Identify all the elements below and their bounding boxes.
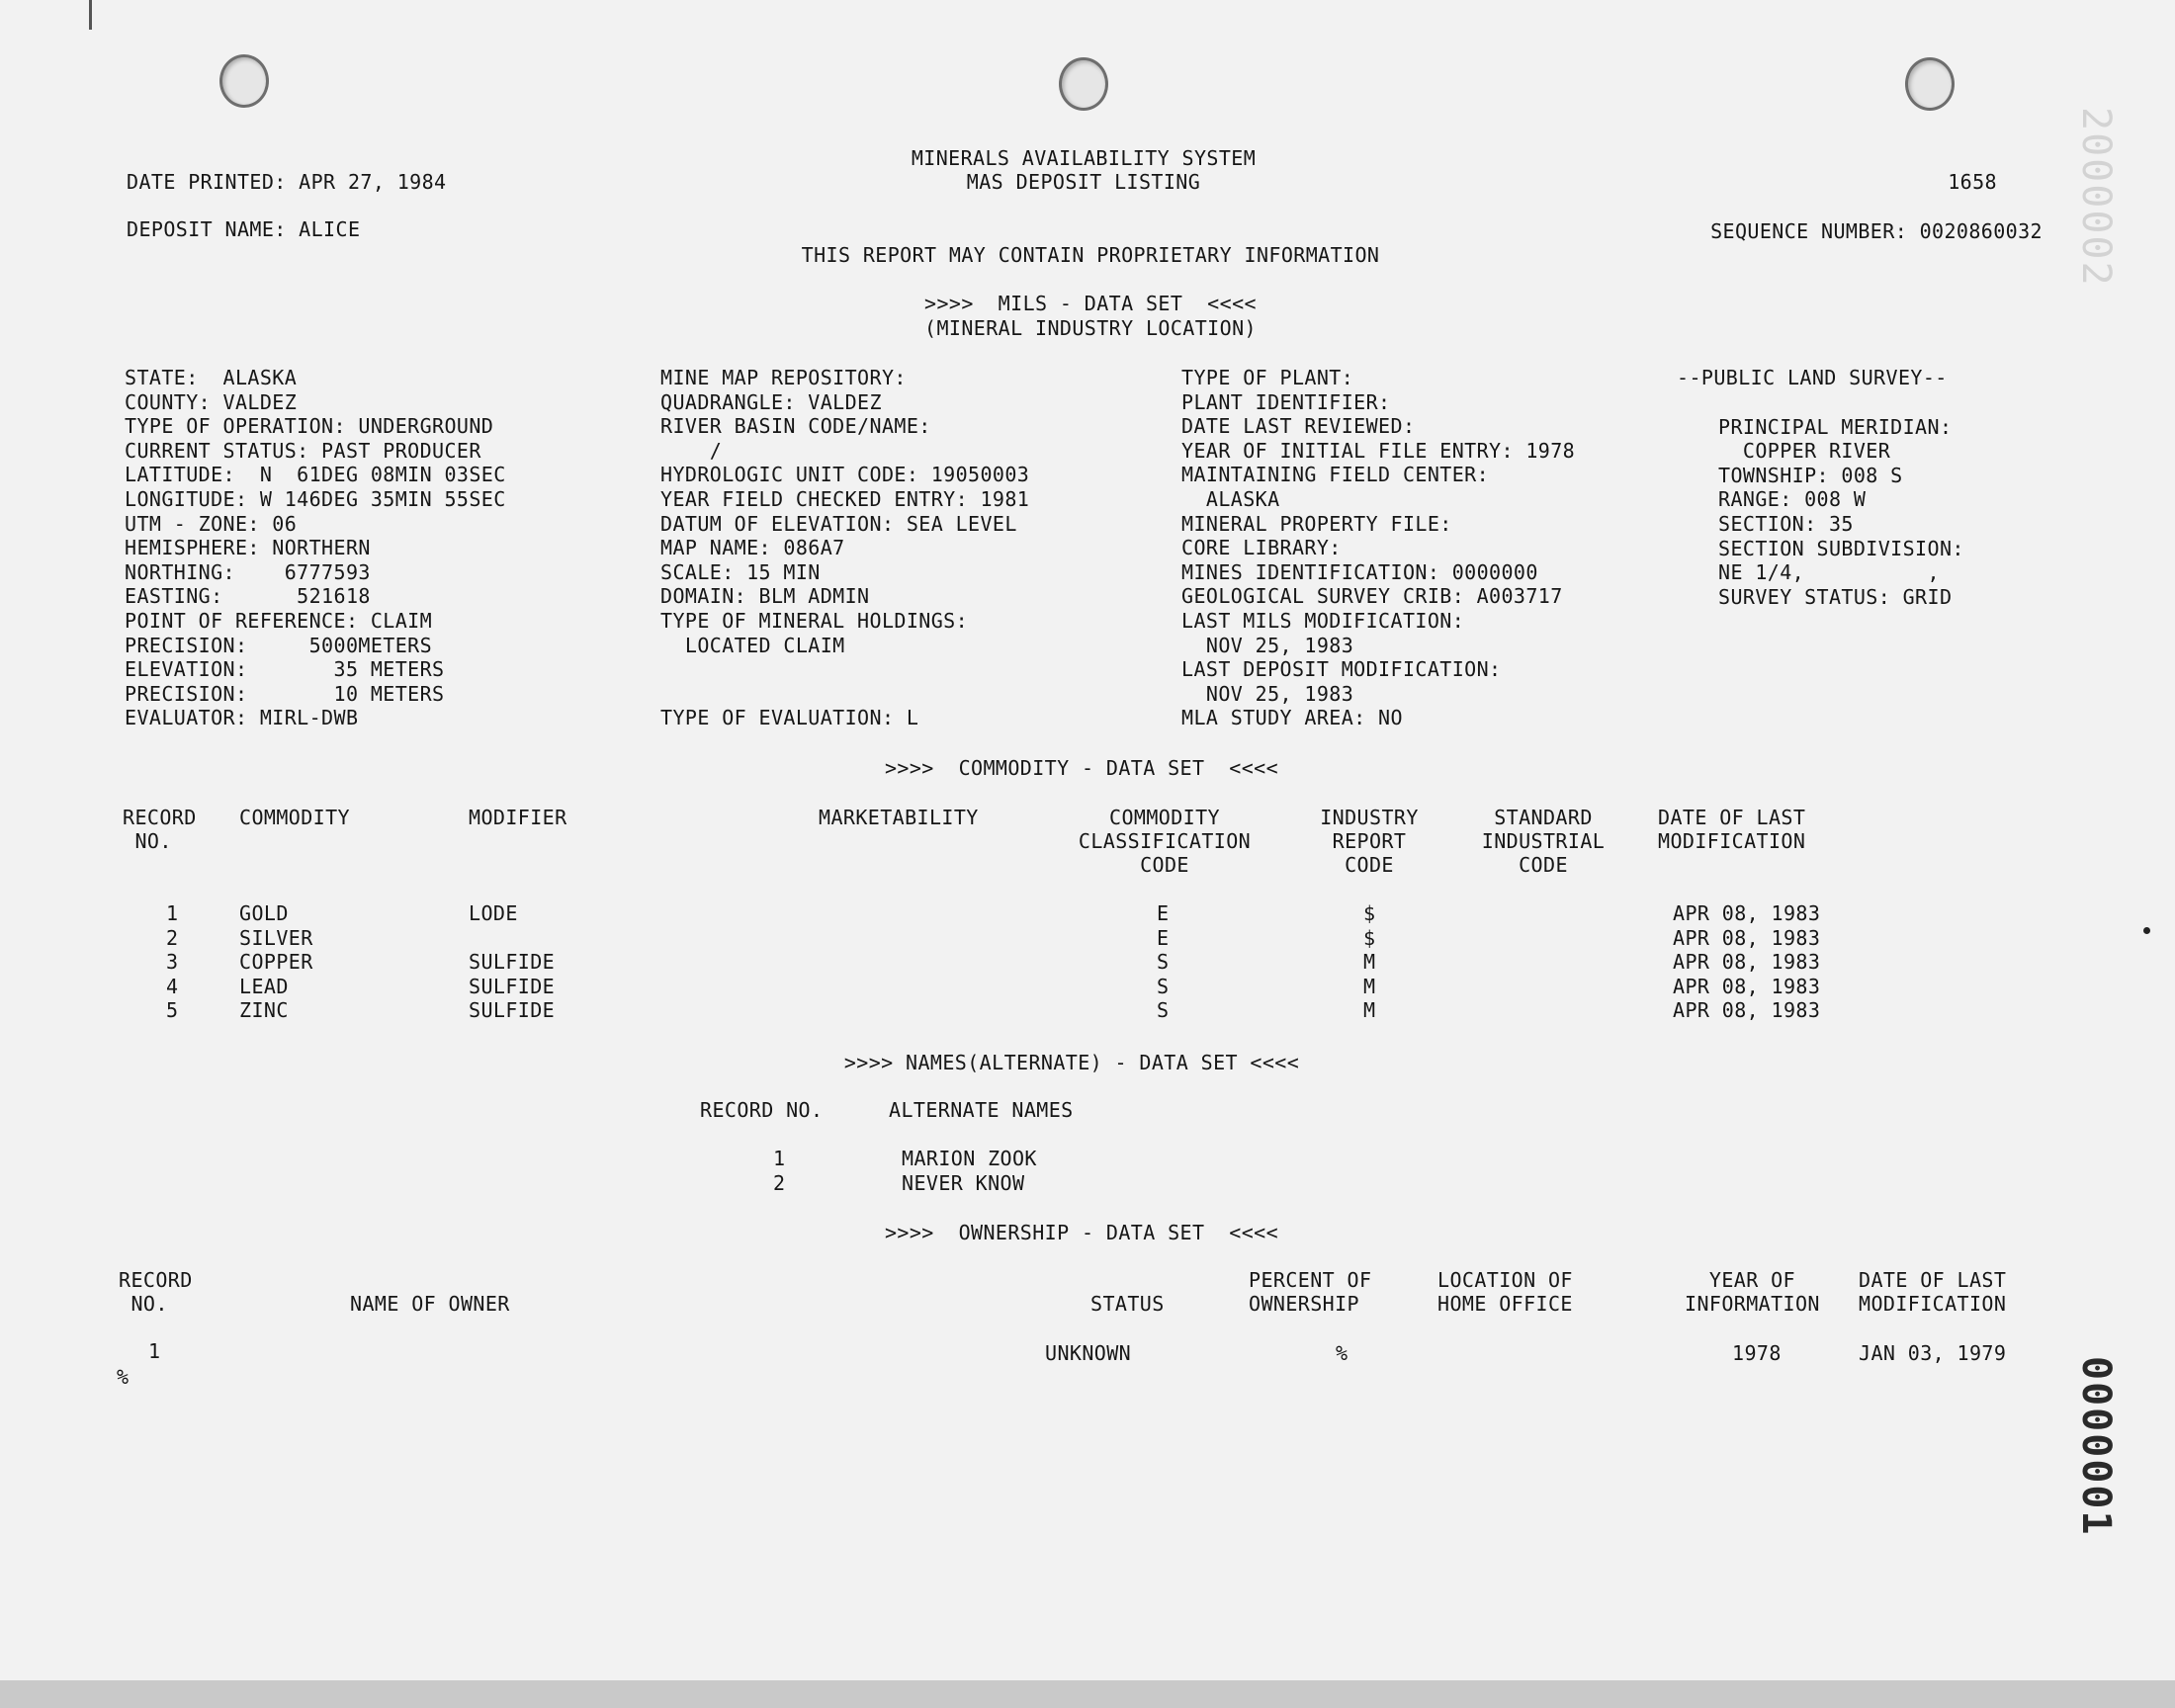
commodity-date: APR 08, 1983	[1673, 926, 1821, 950]
commodity-header-commodity: COMMODITY	[239, 806, 350, 829]
commodity-header-marketability: MARKETABILITY	[819, 806, 979, 829]
mils-map-line: HYDROLOGIC UNIT CODE: 19050003	[660, 463, 1030, 486]
alternate-name: NEVER KNOW	[902, 1171, 1025, 1195]
ownership-header-location: LOCATION OF HOME OFFICE	[1437, 1268, 1573, 1316]
mils-map-line: MINE MAP REPOSITORY:	[660, 366, 907, 389]
date-printed: DATE PRINTED: APR 27, 1984	[127, 170, 447, 194]
commodity-modifier: SULFIDE	[469, 998, 556, 1022]
mils-plant-line: LAST DEPOSIT MODIFICATION:	[1181, 657, 1502, 681]
system-title: MINERALS AVAILABILITY SYSTEM	[911, 146, 1257, 170]
commodity-report-code: $	[1363, 926, 1376, 950]
mils-map-line: TYPE OF EVALUATION: L	[660, 706, 919, 729]
mils-map-line: TYPE OF MINERAL HOLDINGS:	[660, 609, 969, 633]
commodity-modifier: SULFIDE	[469, 950, 556, 974]
mils-plant-line: MINERAL PROPERTY FILE:	[1181, 512, 1452, 536]
commodity-record-no: 3	[166, 950, 179, 974]
commodity-class-code: S	[1157, 998, 1170, 1022]
mils-location-line: PRECISION: 10 METERS	[125, 682, 445, 706]
commodity-name: ZINC	[239, 998, 289, 1022]
commodity-class-code: E	[1157, 926, 1170, 950]
commodity-date: APR 08, 1983	[1673, 998, 1821, 1022]
ownership-header-owner: NAME OF OWNER	[350, 1292, 510, 1316]
alternate-name: MARION ZOOK	[902, 1147, 1037, 1170]
faint-page-stamp: 2000002	[2073, 107, 2119, 288]
commodity-record-no: 1	[166, 901, 179, 925]
ownership-header-percent: PERCENT OF OWNERSHIP	[1249, 1268, 1372, 1316]
land-survey-line: SURVEY STATUS: GRID	[1718, 585, 1953, 609]
mils-plant-line: NOV 25, 1983	[1181, 682, 1354, 706]
public-land-survey-title: --PUBLIC LAND SURVEY--	[1677, 366, 1948, 389]
mils-map-line: QUADRANGLE: VALDEZ	[660, 390, 882, 414]
commodity-header-modifier: MODIFIER	[469, 806, 567, 829]
mils-location-line: LATITUDE: N 61DEG 08MIN 03SEC	[125, 463, 506, 486]
commodity-section-title: >>>> COMMODITY - DATA SET <<<<	[884, 756, 1279, 780]
commodity-report-code: $	[1363, 901, 1376, 925]
mils-location-line: HEMISPHERE: NORTHERN	[125, 536, 371, 559]
mils-plant-line: CORE LIBRARY:	[1181, 536, 1342, 559]
commodity-report-code: M	[1363, 950, 1376, 974]
ownership-section-title: >>>> OWNERSHIP - DATA SET <<<<	[884, 1221, 1279, 1244]
commodity-header-industry-report: INDUSTRY REPORT CODE	[1320, 806, 1419, 877]
punch-hole-center	[1059, 57, 1108, 111]
ownership-date: JAN 03, 1979	[1859, 1341, 2007, 1365]
commodity-header-sic: STANDARD INDUSTRIAL CODE	[1481, 806, 1606, 877]
mils-location-line: TYPE OF OPERATION: UNDERGROUND	[125, 414, 494, 438]
proprietary-notice: THIS REPORT MAY CONTAIN PROPRIETARY INFORMATION	[801, 243, 1380, 267]
names-header-alternate: ALTERNATE NAMES	[889, 1098, 1074, 1122]
ownership-percent-mark: %	[117, 1365, 130, 1389]
land-survey-line: PRINCIPAL MERIDIAN:	[1718, 415, 1953, 439]
land-survey-line: TOWNSHIP: 008 S	[1718, 464, 1903, 487]
commodity-name: GOLD	[239, 901, 289, 925]
commodity-date: APR 08, 1983	[1673, 901, 1821, 925]
punch-hole-left	[219, 54, 269, 108]
mils-map-line: RIVER BASIN CODE/NAME:	[660, 414, 931, 438]
commodity-record-no: 5	[166, 998, 179, 1022]
ownership-year: 1978	[1732, 1341, 1782, 1365]
land-survey-line: COPPER RIVER	[1718, 439, 1891, 463]
commodity-header-classification: COMMODITY CLASSIFICATION CODE	[1078, 806, 1252, 877]
mils-plant-line: PLANT IDENTIFIER:	[1181, 390, 1391, 414]
land-survey-line: SECTION: 35	[1718, 512, 1854, 536]
ownership-percent: %	[1336, 1341, 1348, 1365]
mils-location-line: STATE: ALASKA	[125, 366, 298, 389]
commodity-name: LEAD	[239, 975, 289, 998]
commodity-name: COPPER	[239, 950, 313, 974]
mils-location-line: NORTHING: 6777593	[125, 560, 371, 584]
alternate-name-record-no: 2	[773, 1171, 786, 1195]
mils-map-line: DOMAIN: BLM ADMIN	[660, 584, 870, 608]
mils-map-line: LOCATED CLAIM	[660, 634, 845, 657]
mils-plant-line: YEAR OF INITIAL FILE ENTRY: 1978	[1181, 439, 1576, 463]
alternate-name-record-no: 1	[773, 1147, 786, 1170]
mils-map-line: MAP NAME: 086A7	[660, 536, 845, 559]
mils-map-line: DATUM OF ELEVATION: SEA LEVEL	[660, 512, 1017, 536]
mils-location-line: POINT OF REFERENCE: CLAIM	[125, 609, 433, 633]
mils-location-line: ELEVATION: 35 METERS	[125, 657, 445, 681]
commodity-report-code: M	[1363, 998, 1376, 1022]
mils-plant-line: MLA STUDY AREA: NO	[1181, 706, 1403, 729]
ownership-header-year: YEAR OF INFORMATION	[1685, 1268, 1820, 1316]
ownership-record-no: 1	[148, 1339, 161, 1363]
land-survey-line: RANGE: 008 W	[1718, 487, 1867, 511]
mils-location-line: UTM - ZONE: 06	[125, 512, 298, 536]
mils-plant-line: NOV 25, 1983	[1181, 634, 1354, 657]
mils-location-line: CURRENT STATUS: PAST PRODUCER	[125, 439, 481, 463]
commodity-record-no: 2	[166, 926, 179, 950]
commodity-report-code: M	[1363, 975, 1376, 998]
ownership-status: UNKNOWN	[1045, 1341, 1132, 1365]
commodity-class-code: S	[1157, 950, 1170, 974]
page-corner-mark	[0, 0, 92, 30]
punch-hole-right	[1905, 57, 1955, 111]
deposit-name: DEPOSIT NAME: ALICE	[127, 217, 361, 241]
mils-section-title: >>>> MILS - DATA SET <<<<	[924, 292, 1257, 315]
commodity-modifier: SULFIDE	[469, 975, 556, 998]
commodity-modifier: LODE	[469, 901, 518, 925]
speck-mark	[2143, 927, 2150, 934]
mils-plant-line: MAINTAINING FIELD CENTER:	[1181, 463, 1490, 486]
commodity-date: APR 08, 1983	[1673, 975, 1821, 998]
mils-location-line: COUNTY: VALDEZ	[125, 390, 298, 414]
page-number-stamp: 0000001	[2073, 1356, 2119, 1537]
commodity-name: SILVER	[239, 926, 313, 950]
mils-map-line: YEAR FIELD CHECKED ENTRY: 1981	[660, 487, 1030, 511]
commodity-date: APR 08, 1983	[1673, 950, 1821, 974]
mils-plant-line: LAST MILS MODIFICATION:	[1181, 609, 1465, 633]
mils-section-subtitle: (MINERAL INDUSTRY LOCATION)	[924, 316, 1257, 340]
sequence-number: SEQUENCE NUMBER: 0020860032	[1710, 219, 2043, 243]
ownership-header-record: RECORD NO.	[119, 1268, 193, 1316]
mils-map-line: /	[660, 439, 723, 463]
names-header-record: RECORD NO.	[700, 1098, 824, 1122]
mils-plant-line: DATE LAST REVIEWED:	[1181, 414, 1416, 438]
mils-location-line: EVALUATOR: MIRL-DWB	[125, 706, 359, 729]
commodity-header-date: DATE OF LAST MODIFICATION	[1658, 806, 1806, 853]
commodity-header-record: RECORD NO.	[123, 806, 197, 853]
mils-location-line: LONGITUDE: W 146DEG 35MIN 55SEC	[125, 487, 506, 511]
page-number: 1658	[1948, 170, 1997, 194]
mils-location-line: EASTING: 521618	[125, 584, 371, 608]
ownership-header-status: STATUS	[1090, 1292, 1165, 1316]
mils-plant-line: ALASKA	[1181, 487, 1280, 511]
commodity-class-code: E	[1157, 901, 1170, 925]
commodity-record-no: 4	[166, 975, 179, 998]
mils-location-line: PRECISION: 5000METERS	[125, 634, 433, 657]
mils-plant-line: GEOLOGICAL SURVEY CRIB: A003717	[1181, 584, 1563, 608]
land-survey-line: NE 1/4, ,	[1718, 560, 1940, 584]
ownership-header-date: DATE OF LAST MODIFICATION	[1859, 1268, 2007, 1316]
mils-plant-line: MINES IDENTIFICATION: 0000000	[1181, 560, 1538, 584]
land-survey-line: SECTION SUBDIVISION:	[1718, 537, 1964, 560]
listing-title: MAS DEPOSIT LISTING	[966, 170, 1201, 194]
commodity-class-code: S	[1157, 975, 1170, 998]
mils-map-line: SCALE: 15 MIN	[660, 560, 821, 584]
mils-plant-line: TYPE OF PLANT:	[1181, 366, 1354, 389]
names-section-title: >>>> NAMES(ALTERNATE) - DATA SET <<<<	[843, 1051, 1300, 1074]
